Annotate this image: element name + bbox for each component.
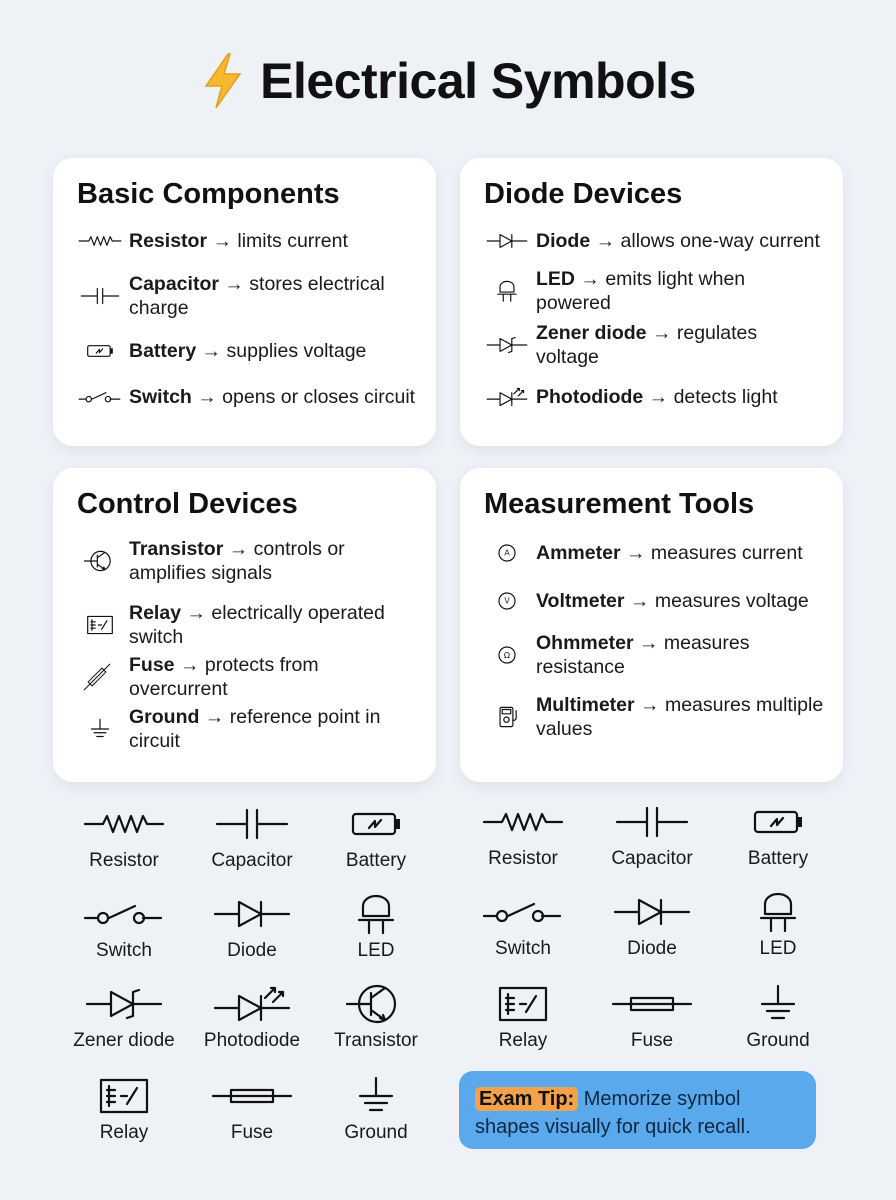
zener-diode-icon <box>81 984 167 1024</box>
list-item <box>77 377 418 417</box>
diode-icon <box>609 892 695 932</box>
led-icon <box>735 892 821 932</box>
fuse-icon <box>77 659 129 695</box>
item-name: Diode <box>536 230 591 252</box>
item-desc: → limits current <box>212 230 348 252</box>
grid-cell-ground <box>718 984 838 1052</box>
item-desc: → reference point in circuit <box>129 706 381 752</box>
grid-cell-zener-diode <box>64 984 184 1052</box>
photodiode-icon <box>484 379 536 415</box>
item-name: Photodiode <box>536 386 644 408</box>
card-heading: Diode Devices <box>484 178 683 210</box>
item-name: Ground <box>129 706 200 728</box>
item-desc: → measures current <box>625 542 803 564</box>
exam-tip-label: Exam Tip: <box>475 1087 578 1111</box>
list-item <box>484 581 825 621</box>
item-name: Zener diode <box>536 322 647 344</box>
grid-label: Capacitor <box>211 850 293 871</box>
item-desc: → measures voltage <box>629 590 809 612</box>
card-control-devices <box>53 468 436 782</box>
item-name: Switch <box>129 386 192 408</box>
grid-label: Relay <box>99 1122 149 1143</box>
ammeter-icon <box>484 535 536 571</box>
grid-cell-battery <box>316 804 436 872</box>
grid-label: Switch <box>96 940 152 961</box>
grid-cell-relay <box>64 1076 184 1144</box>
grid-cell-capacitor <box>592 802 712 870</box>
diode-icon <box>484 223 536 259</box>
item-desc: → protects from overcurrent <box>129 654 319 700</box>
relay-icon <box>81 1076 167 1116</box>
card-heading: Measurement Tools <box>484 488 755 520</box>
item-desc: → stores electrical charge <box>129 273 385 319</box>
ohmmeter-icon <box>484 637 536 673</box>
led-icon <box>333 894 419 934</box>
transistor-icon <box>333 984 419 1024</box>
grid-label: Battery <box>747 848 809 869</box>
item-name: Ohmmeter <box>536 632 634 654</box>
grid-cell-fuse <box>592 984 712 1052</box>
multimeter-icon <box>484 699 536 735</box>
grid-cell-transistor <box>316 984 436 1052</box>
card-measurement-tools <box>460 468 843 782</box>
list-item <box>484 267 825 315</box>
grid-label: Zener diode <box>73 1030 175 1051</box>
grid-cell-capacitor <box>192 804 312 872</box>
grid-label: Diode <box>627 938 677 959</box>
item-desc: → detects light <box>648 386 778 408</box>
exam-tip-text: Memorize symbol shapes visually for quick recall. <box>475 1088 751 1138</box>
grid-cell-photodiode <box>192 984 312 1052</box>
item-name: Battery <box>129 340 197 362</box>
switch-icon <box>77 379 129 415</box>
ground-icon <box>333 1076 419 1116</box>
list-item <box>484 689 825 745</box>
resistor-icon <box>77 223 129 259</box>
voltmeter-icon <box>484 583 536 619</box>
grid-label: Switch <box>495 938 551 959</box>
resistor-icon <box>81 804 167 844</box>
item-desc: → measures multiple values <box>536 694 824 740</box>
page-title <box>0 52 896 110</box>
lightning-bolt-icon <box>200 52 246 110</box>
led-icon <box>484 273 536 309</box>
grid-cell-battery <box>718 802 838 870</box>
list-item <box>77 263 418 329</box>
grid-label: Relay <box>498 1030 548 1051</box>
grid-cell-relay <box>463 984 583 1052</box>
list-item <box>77 331 418 371</box>
item-desc: → measures resistance <box>536 632 750 678</box>
fuse-icon <box>209 1076 295 1116</box>
switch-icon <box>480 892 566 932</box>
capacitor-icon <box>209 804 295 844</box>
item-desc: → regulates voltage <box>536 322 758 368</box>
list-item <box>77 654 418 700</box>
list-item <box>77 597 418 653</box>
grid-label: Battery <box>345 850 407 871</box>
item-name: Relay <box>129 602 182 624</box>
item-name: Ammeter <box>536 542 621 564</box>
fuse-icon <box>609 984 695 1024</box>
grid-cell-ground <box>316 1076 436 1144</box>
item-desc: → supplies voltage <box>201 340 367 362</box>
card-heading: Basic Components <box>77 178 340 210</box>
card-basic-components <box>53 158 436 446</box>
item-name: Fuse <box>129 654 175 676</box>
transistor-icon <box>77 543 129 579</box>
grid-cell-switch <box>463 892 583 960</box>
list-item <box>77 223 418 259</box>
grid-label: Fuse <box>630 1030 674 1051</box>
grid-label: Ground <box>746 1030 810 1051</box>
item-desc: → emits light when powered <box>536 268 746 314</box>
grid-label: Resistor <box>89 850 159 871</box>
item-name: LED <box>536 268 575 290</box>
grid-cell-led <box>718 892 838 960</box>
item-name: Capacitor <box>129 273 219 295</box>
battery-icon <box>333 804 419 844</box>
exam-tip-box <box>459 1071 816 1149</box>
grid-cell-switch <box>64 894 184 962</box>
resistor-icon <box>480 802 566 842</box>
grid-label: Diode <box>227 940 277 961</box>
grid-label: Photodiode <box>203 1030 301 1051</box>
grid-cell-resistor <box>64 804 184 872</box>
grid-cell-resistor <box>463 802 583 870</box>
grid-label: Transistor <box>334 1030 418 1051</box>
list-item <box>484 627 825 683</box>
diode-icon <box>209 894 295 934</box>
item-name: Resistor <box>129 230 208 252</box>
grid-cell-diode <box>592 892 712 960</box>
relay-icon <box>77 607 129 643</box>
grid-label: LED <box>759 938 797 959</box>
grid-cell-fuse <box>192 1076 312 1144</box>
list-item <box>484 223 825 259</box>
list-item <box>484 533 825 573</box>
relay-icon <box>480 984 566 1024</box>
card-heading: Control Devices <box>77 488 298 520</box>
grid-label: Ground <box>344 1122 408 1143</box>
item-desc: → electrically operated switch <box>129 602 385 648</box>
grid-cell-led <box>316 894 436 962</box>
grid-label: LED <box>357 940 395 961</box>
grid-cell-diode <box>192 894 312 962</box>
capacitor-icon <box>77 278 129 314</box>
item-name: Voltmeter <box>536 590 625 612</box>
capacitor-icon <box>609 802 695 842</box>
list-item <box>77 533 418 589</box>
grid-label: Fuse <box>230 1122 274 1143</box>
grid-label: Capacitor <box>611 848 693 869</box>
item-desc: → allows one-way current <box>595 230 820 252</box>
page-title-text: Electrical Symbols <box>260 53 696 109</box>
battery-icon <box>77 333 129 369</box>
item-desc: → opens or closes circuit <box>197 386 416 408</box>
zener-diode-icon <box>484 327 536 363</box>
item-name: Transistor <box>129 538 224 560</box>
ground-icon <box>735 984 821 1024</box>
list-item <box>484 373 825 421</box>
battery-icon <box>735 802 821 842</box>
list-item <box>484 321 825 369</box>
grid-label: Resistor <box>488 848 558 869</box>
switch-icon <box>81 894 167 934</box>
card-diode-devices <box>460 158 843 446</box>
item-name: Multimeter <box>536 694 635 716</box>
photodiode-icon <box>209 984 295 1024</box>
item-desc: → controls or amplifies signals <box>129 538 345 584</box>
ground-icon <box>77 711 129 747</box>
list-item <box>77 701 418 757</box>
